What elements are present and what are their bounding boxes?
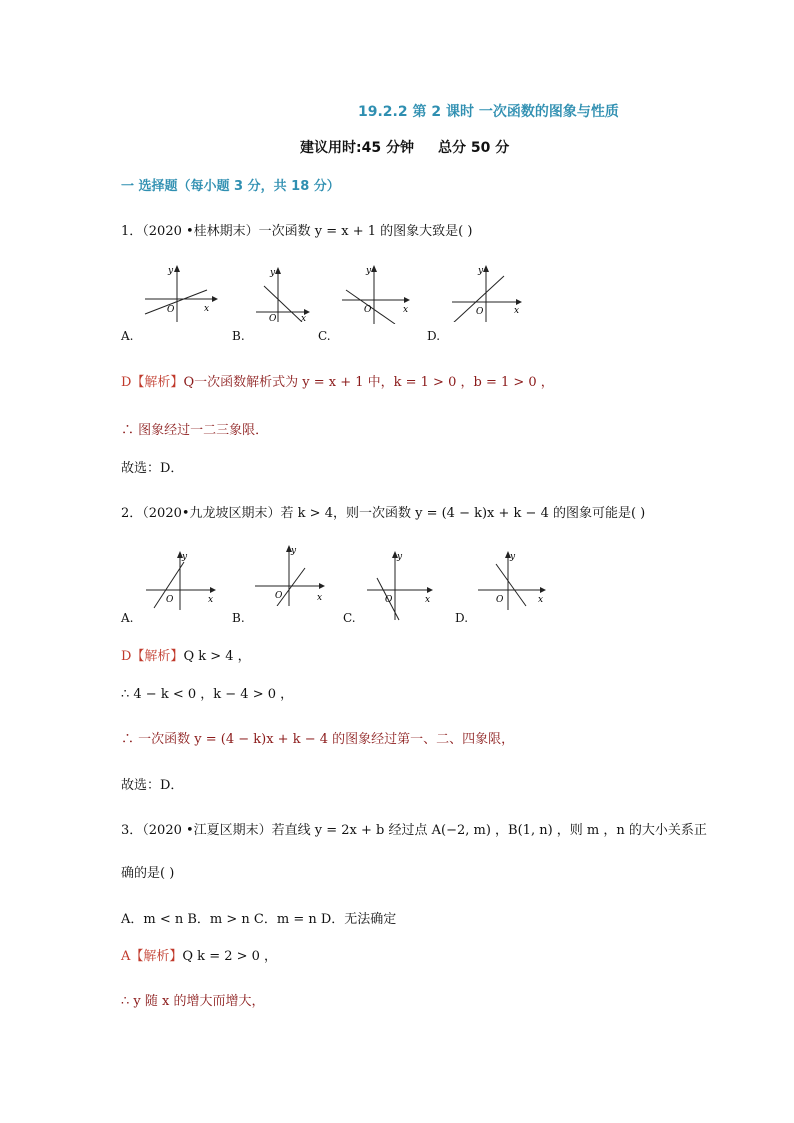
- svg-text:x: x: [425, 595, 431, 605]
- q2-graph-b: [253, 542, 329, 606]
- x-label: x: [204, 304, 210, 314]
- q2-answer-tag: D【解析】: [121, 649, 184, 664]
- q2-option-c: C.: [343, 611, 356, 625]
- q3-analysis-text: Q k = 2 > 0 ，: [182, 949, 278, 964]
- svg-text:y: y: [366, 266, 372, 276]
- q2-conclusion: ∴ 一次函数 y = (4 − k)x + k − 4 的图象经过第一、二、四象限，: [121, 732, 515, 747]
- q3-stem: 3．（2020 •江夏区期末）若直线 y = 2x + b 经过点 A(−2, m) ，B(1, n) ，则 m ，n 的大小关系正: [121, 823, 707, 838]
- svg-text:y: y: [291, 546, 297, 556]
- q1-option-a: A.: [121, 329, 134, 343]
- page-subtitle: [300, 137, 509, 157]
- q1-analysis-text: Q一次函数解析式为 y = x + 1 中，k = 1 > 0 ，b = 1 > 0 ，: [183, 375, 554, 390]
- suggested-time: 建议用时:45 分钟: [300, 140, 414, 156]
- x-axis-arrow: [212, 296, 218, 302]
- q3-analysis: [121, 945, 277, 964]
- svg-text:y: y: [182, 552, 188, 562]
- q1-conclusion: ∴ 图象经过一二三象限．: [121, 423, 269, 438]
- svg-text:y: y: [510, 552, 516, 562]
- svg-text:y: y: [397, 552, 403, 562]
- svg-text:x: x: [514, 306, 520, 316]
- q1-analysis: [121, 371, 554, 390]
- q3-stem-cont: 确的是( ): [121, 866, 175, 881]
- q2-option-b: B.: [232, 611, 245, 625]
- graph-line: [145, 290, 210, 314]
- svg-text:x: x: [403, 305, 409, 315]
- svg-text:x: x: [317, 593, 323, 603]
- q1-option-d: D.: [427, 329, 441, 343]
- q1-option-c: C.: [318, 329, 331, 343]
- svg-text:x: x: [301, 314, 307, 322]
- q1-graph-d: [448, 262, 526, 322]
- q1-stem: 1．（2020 •桂林期末）一次函数 y = x + 1 的图象大致是( ): [121, 224, 473, 239]
- svg-text:O: O: [496, 595, 504, 605]
- svg-text:O: O: [166, 595, 174, 605]
- q1-graph-b: [252, 262, 314, 322]
- q3-conclusion: ∴ y 随 x 的增大而增大，: [121, 994, 265, 1009]
- y-axis-arrow: [174, 265, 180, 272]
- q3-choices: A．m < n B．m > n C．m = n D．无法确定: [121, 912, 397, 927]
- svg-text:O: O: [364, 305, 372, 315]
- q2-option-a: A.: [121, 611, 134, 625]
- y-label: y: [168, 266, 174, 276]
- svg-text:x: x: [538, 595, 544, 605]
- origin-label: O: [167, 305, 175, 315]
- total-score: 总分 50 分: [437, 140, 510, 156]
- q2-graph-a: [144, 548, 220, 610]
- q1-answer-tag: D【解析】: [121, 375, 184, 390]
- q1-option-b: B.: [232, 329, 245, 343]
- q2-analysis: [121, 645, 251, 664]
- svg-text:O: O: [476, 307, 484, 317]
- svg-text:O: O: [275, 591, 283, 601]
- q2-choice: 故选：D．: [121, 778, 184, 793]
- q1-graph-c: [340, 262, 412, 324]
- q2-stem: 2．（2020•九龙坡区期末）若 k > 4，则一次函数 y = (4 − k)x + k − 4 的图象可能是( ): [121, 506, 646, 521]
- q1-choice: 故选：D．: [121, 461, 184, 476]
- svg-text:y: y: [478, 266, 484, 276]
- svg-text:O: O: [269, 314, 277, 322]
- page-title: 19.2.2 第 2 课时 一次函数的图象与性质: [358, 104, 619, 120]
- svg-text:O: O: [385, 595, 393, 605]
- q2-graph-c: [365, 548, 437, 622]
- q1-graph-a: [140, 262, 220, 322]
- section-title: 一 选择题（每小题 3 分，共 18 分）: [121, 179, 340, 194]
- q2-graph-d: [476, 548, 550, 610]
- q2-option-d: D.: [455, 611, 469, 625]
- q3-answer-tag: A【解析】: [121, 949, 183, 964]
- svg-text:x: x: [208, 595, 214, 605]
- q2-step: ∴ 4 − k < 0 ，k − 4 > 0 ，: [121, 687, 294, 702]
- q2-analysis-text: Q k > 4 ，: [183, 649, 251, 664]
- svg-text:y: y: [270, 268, 276, 278]
